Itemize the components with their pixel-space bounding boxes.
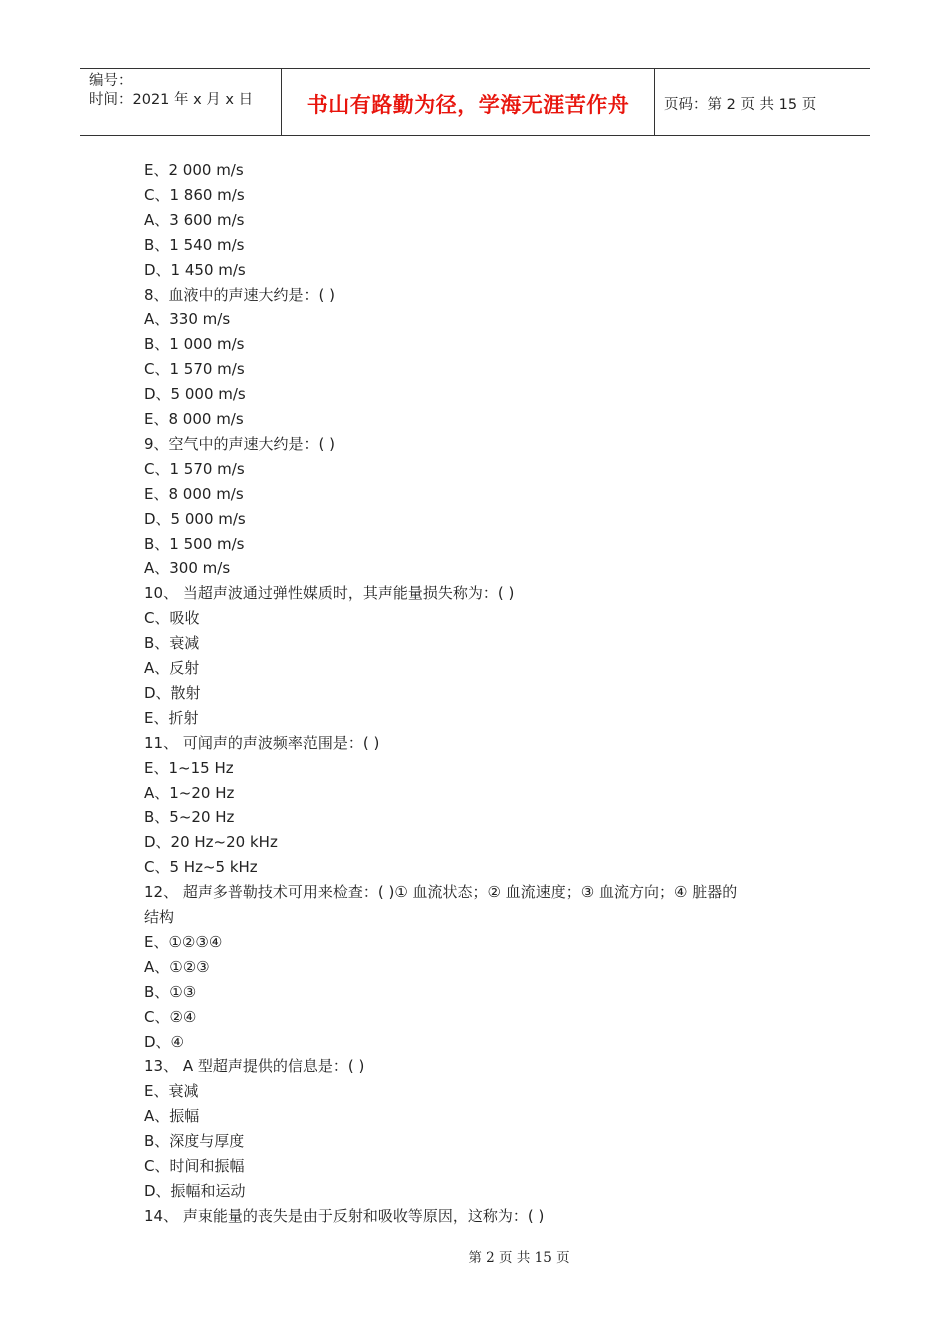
text-line: B、①③: [144, 982, 197, 1001]
text-line: A、1~20 Hz: [144, 783, 235, 802]
text-line: E、①②③④: [144, 932, 223, 951]
header-motto: 书山有路勤为径，学海无涯苦作舟: [306, 92, 630, 117]
text-line: D、5 000 m/s: [144, 509, 246, 528]
text-line: C、1 860 m/s: [144, 185, 245, 204]
text-line: 13、 A 型超声提供的信息是：( ): [144, 1057, 365, 1076]
text-line: A、①②③: [144, 957, 210, 976]
text-line: C、②④: [144, 1007, 197, 1026]
text-line: A、反射: [144, 659, 200, 677]
text-line: E、1~15 Hz: [144, 758, 234, 777]
text-line: B、5~20 Hz: [144, 808, 235, 827]
text-line: E、折射: [144, 708, 199, 727]
text-line: C、1 570 m/s: [144, 360, 245, 379]
text-line: D、④: [144, 1032, 184, 1051]
text-line: 14、 声束能量的丧失是由于反射和吸收等原因，这称为：( ): [144, 1206, 545, 1225]
footer-page-number: 第 2 页 共 15 页: [468, 1250, 570, 1266]
text-line: B、深度与厚度: [144, 1132, 245, 1151]
text-line: D、5 000 m/s: [144, 385, 246, 404]
text-line: 8、血液中的声速大约是：( ): [144, 285, 336, 304]
text-line: 11、 可闻声的声波频率范围是：( ): [144, 733, 380, 752]
text-line: C、1 570 m/s: [144, 459, 245, 478]
text-line: B、1 500 m/s: [144, 534, 245, 553]
text-line: 结构: [144, 908, 175, 926]
document-date: 时间：2021 年 x 月 x 日: [89, 92, 254, 108]
text-line: A、300 m/s: [144, 559, 231, 578]
text-line: D、20 Hz~20 kHz: [144, 833, 278, 852]
page-header: [80, 68, 870, 136]
text-line: D、振幅和运动: [144, 1181, 246, 1200]
text-line: 9、空气中的声速大约是：( ): [144, 434, 336, 453]
text-line: E、2 000 m/s: [144, 161, 244, 179]
text-line: E、8 000 m/s: [144, 410, 244, 428]
text-line: C、时间和振幅: [144, 1157, 245, 1175]
text-line: D、散射: [144, 683, 201, 702]
text-line: C、5 Hz~5 kHz: [144, 858, 258, 877]
text-line: B、1 540 m/s: [144, 235, 245, 254]
text-line: B、1 000 m/s: [144, 335, 245, 354]
text-line: A、3 600 m/s: [144, 210, 245, 229]
text-line: E、衰减: [144, 1082, 199, 1101]
text-line: B、衰减: [144, 634, 200, 653]
header-motto-cell: [282, 69, 655, 135]
text-line: C、吸收: [144, 609, 200, 628]
text-line: D、1 450 m/s: [144, 260, 246, 279]
text-line: 12、 超声多普勒技术可用来检查：( )① 血流状态；② 血流速度；③ 血流方向；④ 脏器的: [144, 883, 738, 902]
document-number-label: 编号：: [89, 73, 133, 89]
text-line: A、330 m/s: [144, 310, 231, 329]
page-footer: [0, 1246, 950, 1266]
header-page-info: 页码：第 2 页 共 15 页: [664, 97, 817, 113]
text-line: E、8 000 m/s: [144, 484, 244, 503]
text-line: A、振幅: [144, 1107, 200, 1126]
text-line: 10、 当超声波通过弹性媒质时，其声能量损失称为：( ): [144, 584, 515, 603]
header-left-cell: [80, 69, 282, 135]
